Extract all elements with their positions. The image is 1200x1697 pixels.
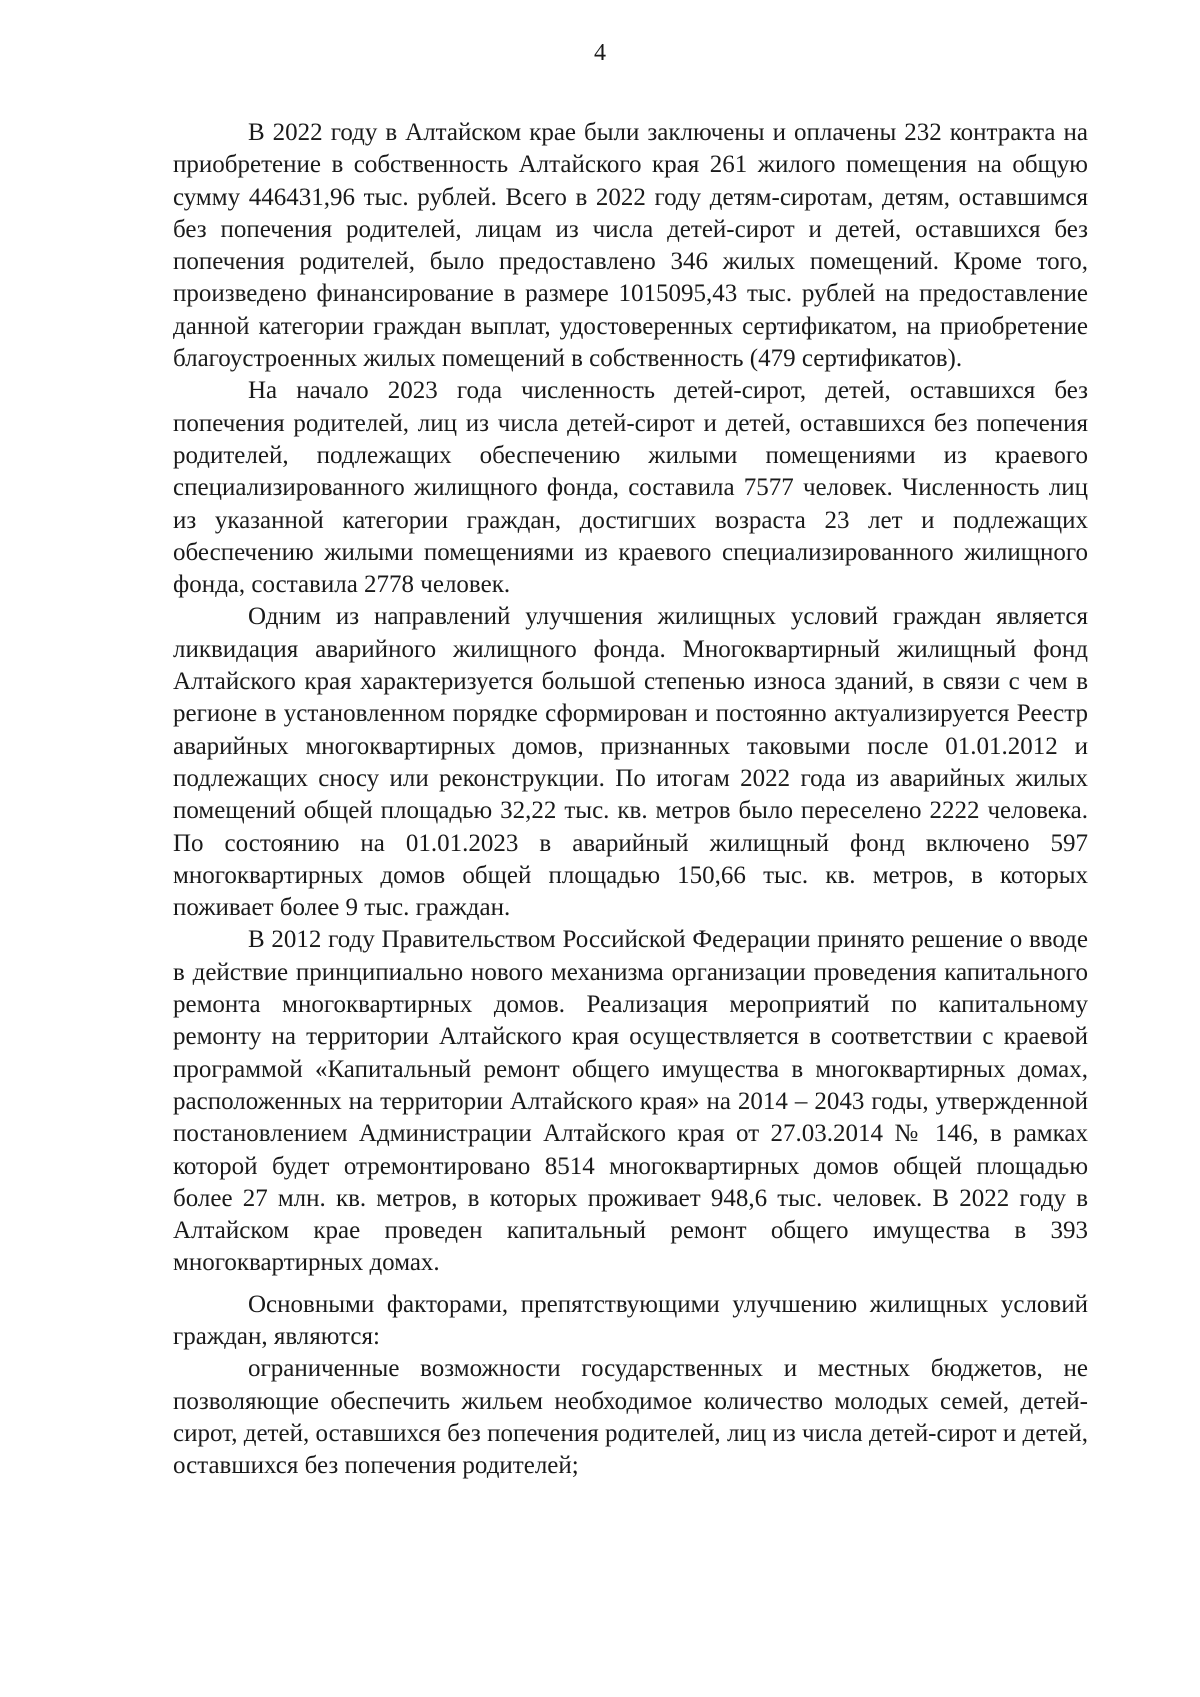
paragraph-housing-contracts: В 2022 году в Алтайском крае были заключены и оплачены 232 контракта на приобретение в собственность Алтайского края 261 жилого помещения на общую сумму 446431,96 тыс. рублей. Всего в 2022 году детям-сиротам, детям, оставшимся без попечения родителей, лицам из числа детей-сирот и детей, оставшихся без попечения родителей, было предоставлено 346 жилых помещений. Кроме того, произведено финансирование в размере 1015095,43 тыс. рублей на предоставление данной категории граждан выплат, удостоверенных сертификатом, на приобретение благоустроенных жилых помещений в собственность (479 сертификатов).	[173, 119, 1088, 373]
document-body	[173, 117, 1088, 1482]
paragraph-emergency-housing: Одним из направлений улучшения жилищных условий граждан является ликвидация аварийного жилищного фонда. Многоквартирный жилищный фонд Алтайского края характеризуется большой степенью износа зданий, в связи с чем в регионе в установленном порядке сформирован и постоянно актуализируется Реестр аварийных многоквартирных домов, признанных таковыми после 01.01.2012 и подлежащих сносу или реконструкции. По итогам 2022 года из аварийных жилых помещений общей площадью 32,22 тыс. кв. метров было переселено 2222 человека. По состоянию на 01.01.2023 в аварийный жилищный фонд включено 597 многоквартирных домов общей площадью 150,66 тыс. кв. метров, в которых поживает более 9 тыс. граждан.	[173, 603, 1088, 922]
paragraph-factors-intro: Основными факторами, препятствующими улучшению жилищных условий граждан, являются:	[173, 1290, 1088, 1350]
paragraph-orphans-count: На начало 2023 года численность детей-сирот, детей, оставшихся без попечения родителей, лиц из числа детей-сирот и детей, оставшихся без попечения родителей, подлежащих обеспечению жилыми помещениями из краевого специализированного жилищного фонда, составила 7577 человек. Численность лиц из указанной категории граждан, достигших возраста 23 лет и подлежащих обеспечению жилыми помещениями из краевого специализированного жилищного фонда, составила 2778 человек.	[173, 377, 1088, 599]
paragraph-budget-limits: ограниченные возможности государственных и местных бюджетов, не позволяющие обеспечить жильем необходимое количество молодых семей, детей-сирот, детей, оставшихся без попечения родителей, лиц из числа детей-сирот и детей, оставшихся без попечения родителей;	[173, 1355, 1088, 1480]
page-number: 4	[594, 40, 606, 66]
paragraph-capital-repair: В 2012 году Правительством Российской Федерации принято решение о вводе в действие принципиально нового механизма организации проведения капитального ремонта многоквартирных домов. Реализация мероприятий по капитальному ремонту на территории Алтайского края осуществляется в соответствии с краевой программой «Капитальный ремонт общего имущества в многоквартирных домах, расположенных на территории Алтайского края» на 2014 – 2043 годы, утвержденной постановлением Администрации Алтайского края от 27.03.2014 № 146, в рамках которой будет отремонтировано 8514 многоквартирных домов общей площадью более 27 млн. кв. метров, в которых проживает 948,6 тыс. человек. В 2022 году в Алтайском крае проведен капитальный ремонт общего имущества в 393 многоквартирных домах.	[173, 926, 1088, 1277]
